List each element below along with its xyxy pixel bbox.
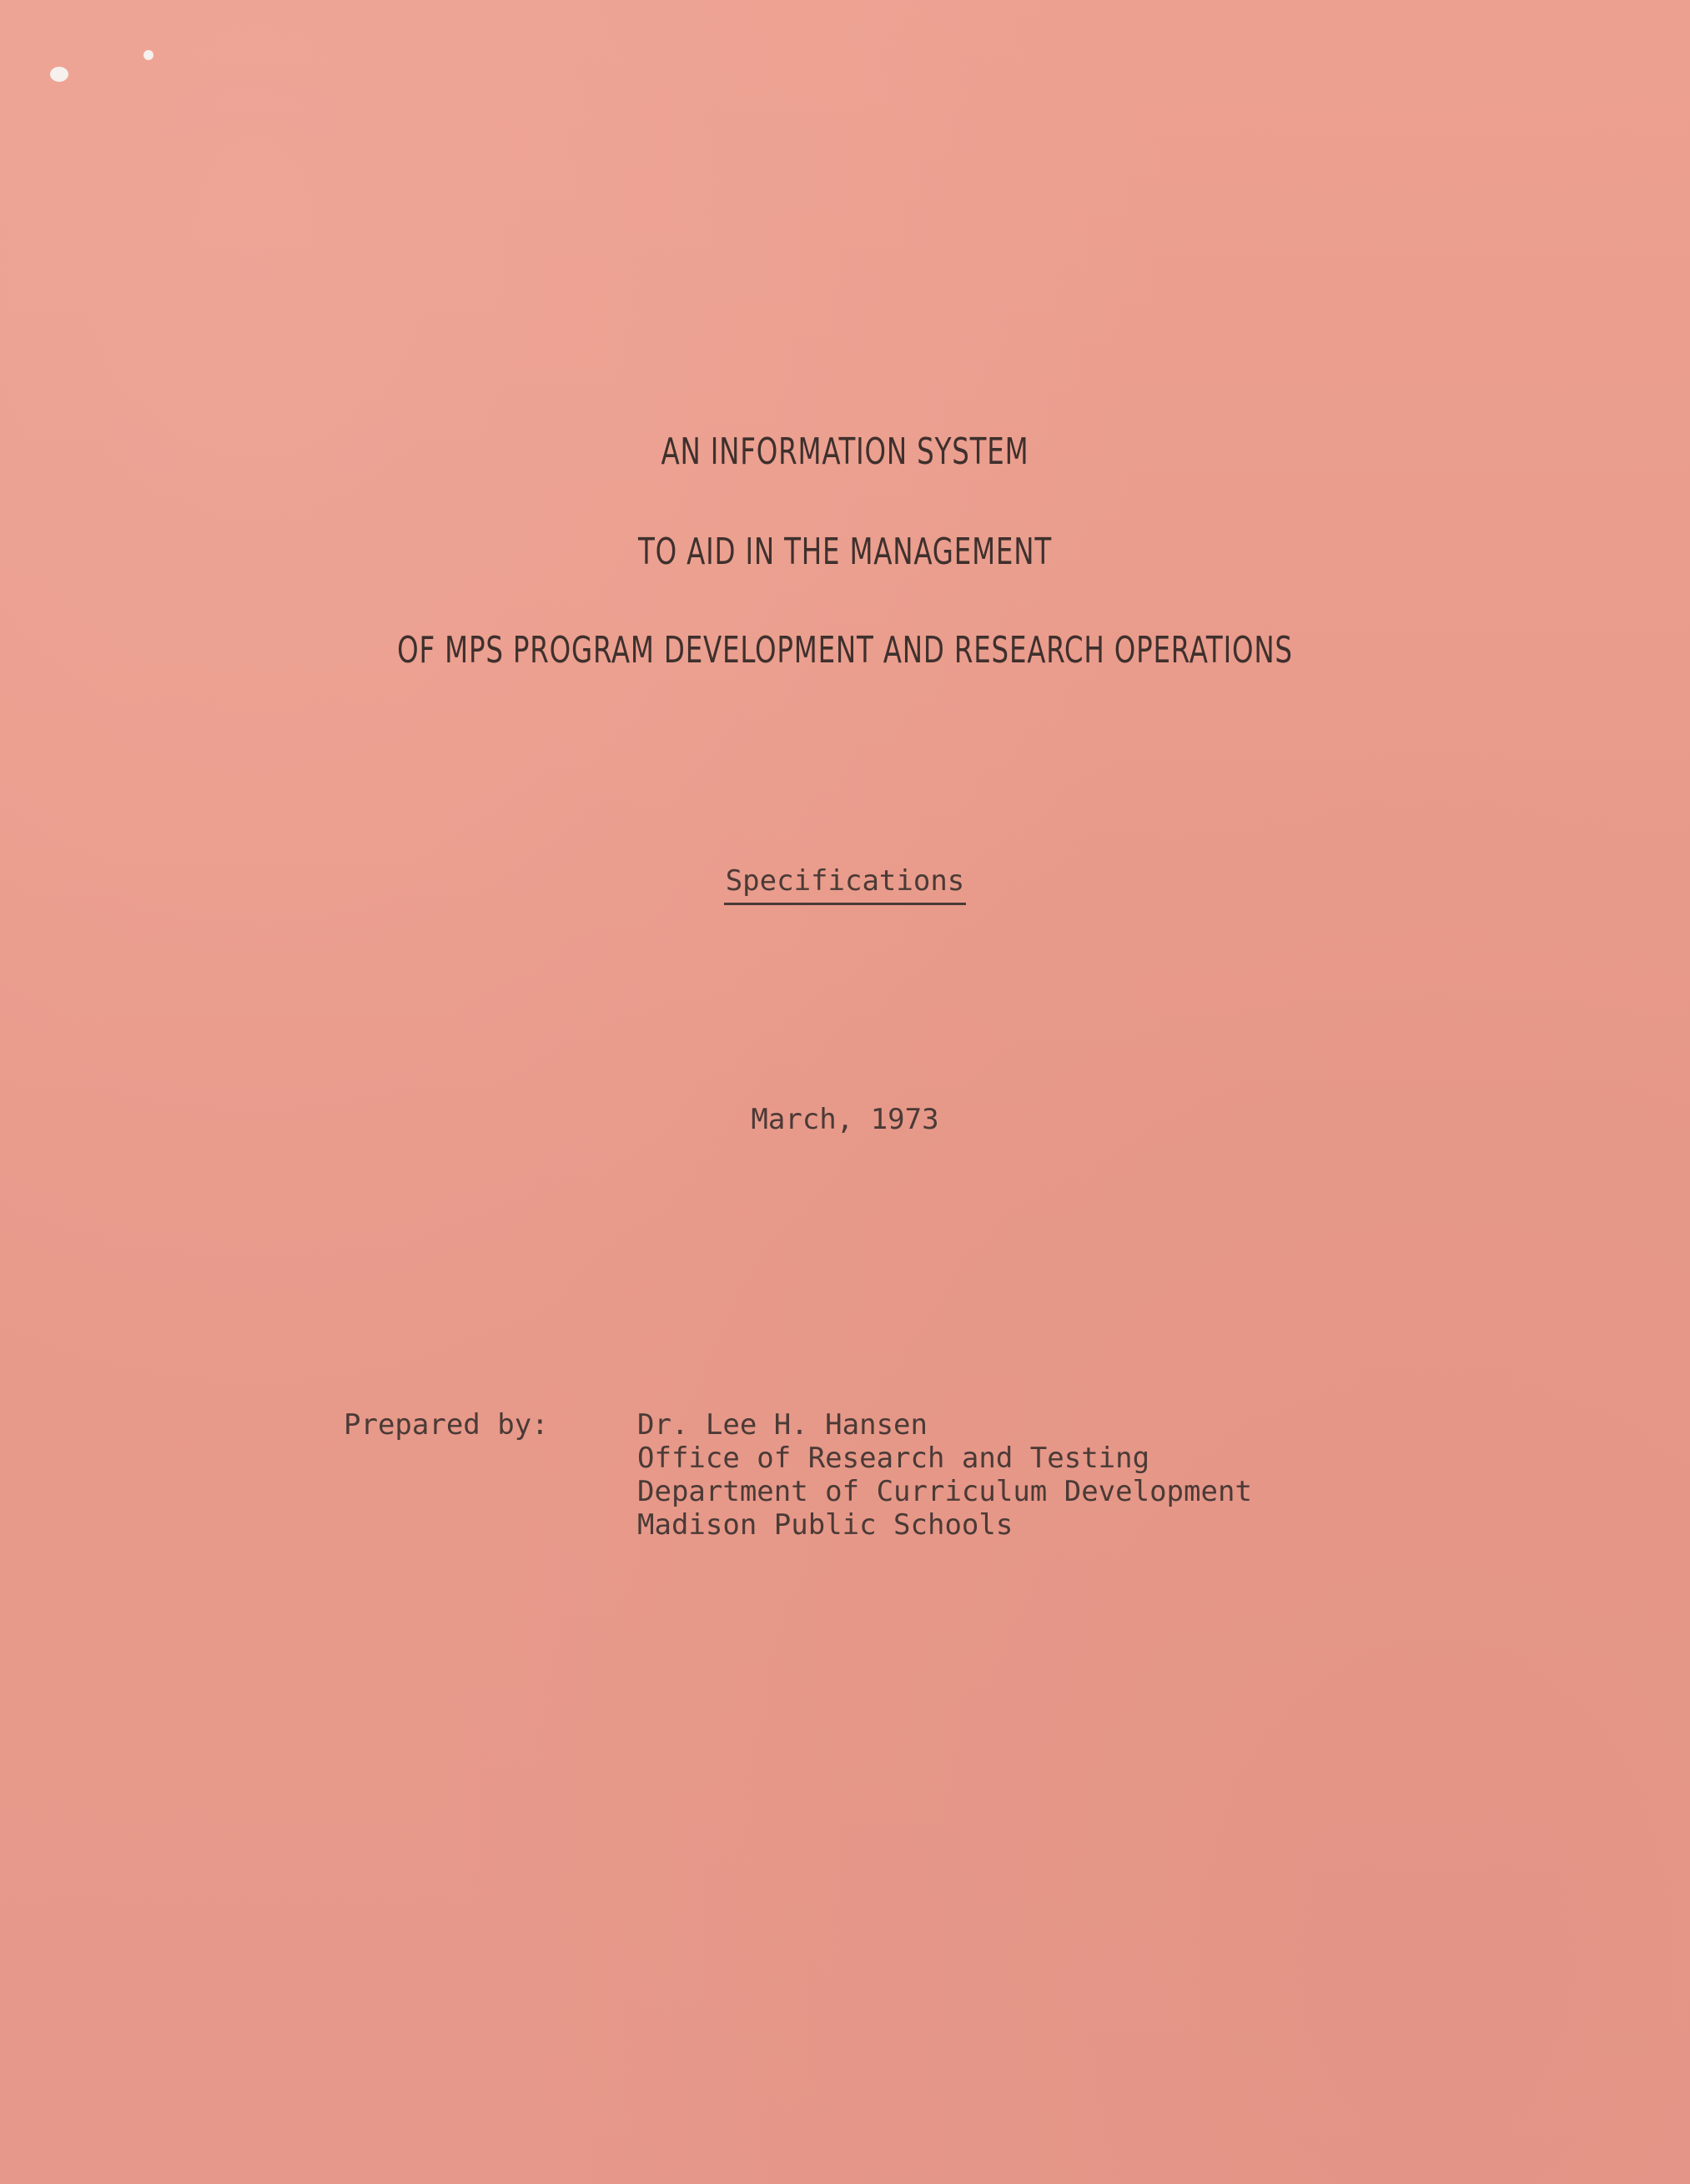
prepared-by-block <box>344 1408 1252 1542</box>
document-subtitle <box>0 864 1690 905</box>
staple-hole-mark <box>143 50 153 60</box>
author-organization: Madison Public Schools <box>637 1508 1013 1542</box>
subtitle-text: Specifications <box>724 864 967 905</box>
staple-hole-mark <box>50 67 68 82</box>
prepared-by-label: Prepared by: <box>344 1408 549 1442</box>
author-details <box>637 1408 1252 1542</box>
title-line-2: TO AID IN THE MANAGEMENT <box>638 531 1052 573</box>
title-line-1: AN INFORMATION SYSTEM <box>661 430 1029 473</box>
title-line-3: OF MPS PROGRAM DEVELOPMENT AND RESEARCH OPERATIONS <box>397 629 1293 672</box>
author-office: Office of Research and Testing <box>637 1442 1150 1475</box>
document-date: March, 1973 <box>751 1103 939 1136</box>
author-name: Dr. Lee H. Hansen <box>637 1408 928 1442</box>
author-department: Department of Curriculum Development <box>637 1475 1252 1508</box>
